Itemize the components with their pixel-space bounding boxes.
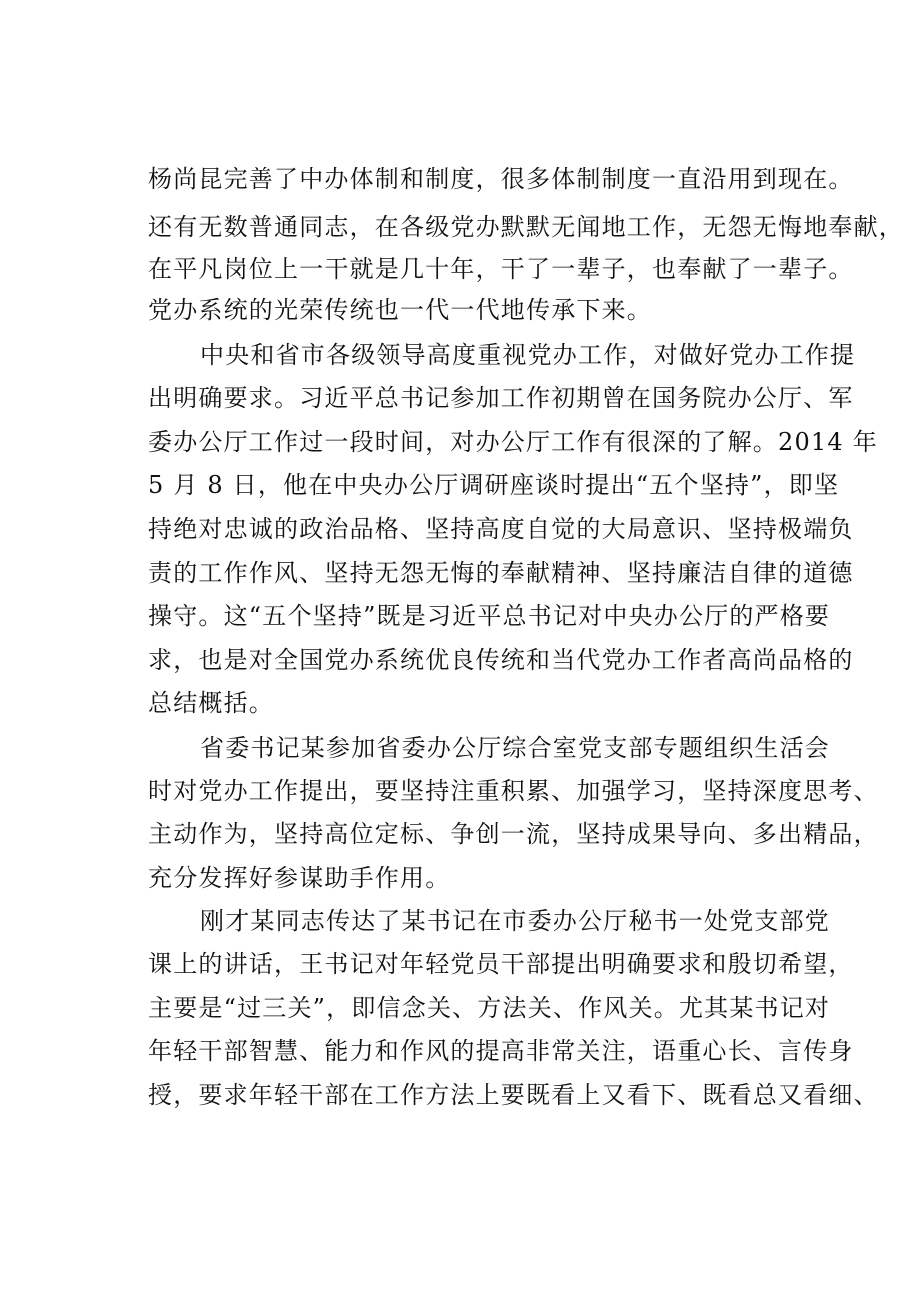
text-line: 责的工作作风、坚持无怨无悔的奉献精神、坚持廉洁自律的道德 [148,559,854,587]
text-line: 课上的讲话，王书记对年轻党员干部提出明确要求和殷切希望， [148,950,854,978]
text-line: 还有无数普通同志，在各级党办默默无闻地工作，无怨无悔地奉献， [148,213,904,241]
text-line: 操守。这“五个坚持”既是习近平总书记对中央办公厅的严格要 [148,602,831,630]
text-line: 杨尚昆完善了中办体制和制度，很多体制制度一直沿用到现在。 [148,165,854,193]
text-line: 充分发挥好参谋助手作用。 [148,864,451,892]
text-line: 总结概括。 [148,689,274,717]
text-line: 年轻干部智慧、能力和作风的提高非常关注，语重心长、言传身 [148,1037,854,1065]
text-line: 授，要求年轻干部在工作方法上要既看上又看下、既看总又看细、 [148,1081,879,1109]
text-line: 5 月 8 日，他在中央办公厅调研座谈时提出“五个坚持”，即坚 [148,471,840,499]
text-line: 持绝对忠诚的政治品格、坚持高度自觉的大局意识、坚持极端负 [148,515,854,543]
text-line: 党办系统的光荣传统也一代一代地传承下来。 [148,296,652,324]
paragraph-first-line: 省委书记某参加省委办公厅综合室党支部专题组织生活会 [200,734,830,762]
text-line: 主要是“过三关”，即信念关、方法关、作风关。尤其某书记对 [148,994,831,1022]
text-line: 求，也是对全国党办系统优良传统和当代党办工作者高尚品格的 [148,646,854,674]
text-line: 委办公厅工作过一段时间，对办公厅工作有很深的了解。2014 年 [148,428,878,456]
text-line: 时对党办工作提出，要坚持注重积累、加强学习，坚持深度思考、 [148,777,879,805]
text-line: 出明确要求。习近平总书记参加工作初期曾在国务院办公厅、军 [148,384,854,412]
paragraph-first-line: 刚才某同志传达了某书记在市委办公厅秘书一处党支部党 [200,907,830,935]
text-line: 在平凡岗位上一干就是几十年，干了一辈子，也奉献了一辈子。 [148,255,854,283]
text-line: 主动作为，坚持高位定标、争创一流，坚持成果导向、多出精品， [148,820,879,848]
paragraph-first-line: 中央和省市各级领导高度重视党办工作，对做好党办工作提 [200,341,856,369]
